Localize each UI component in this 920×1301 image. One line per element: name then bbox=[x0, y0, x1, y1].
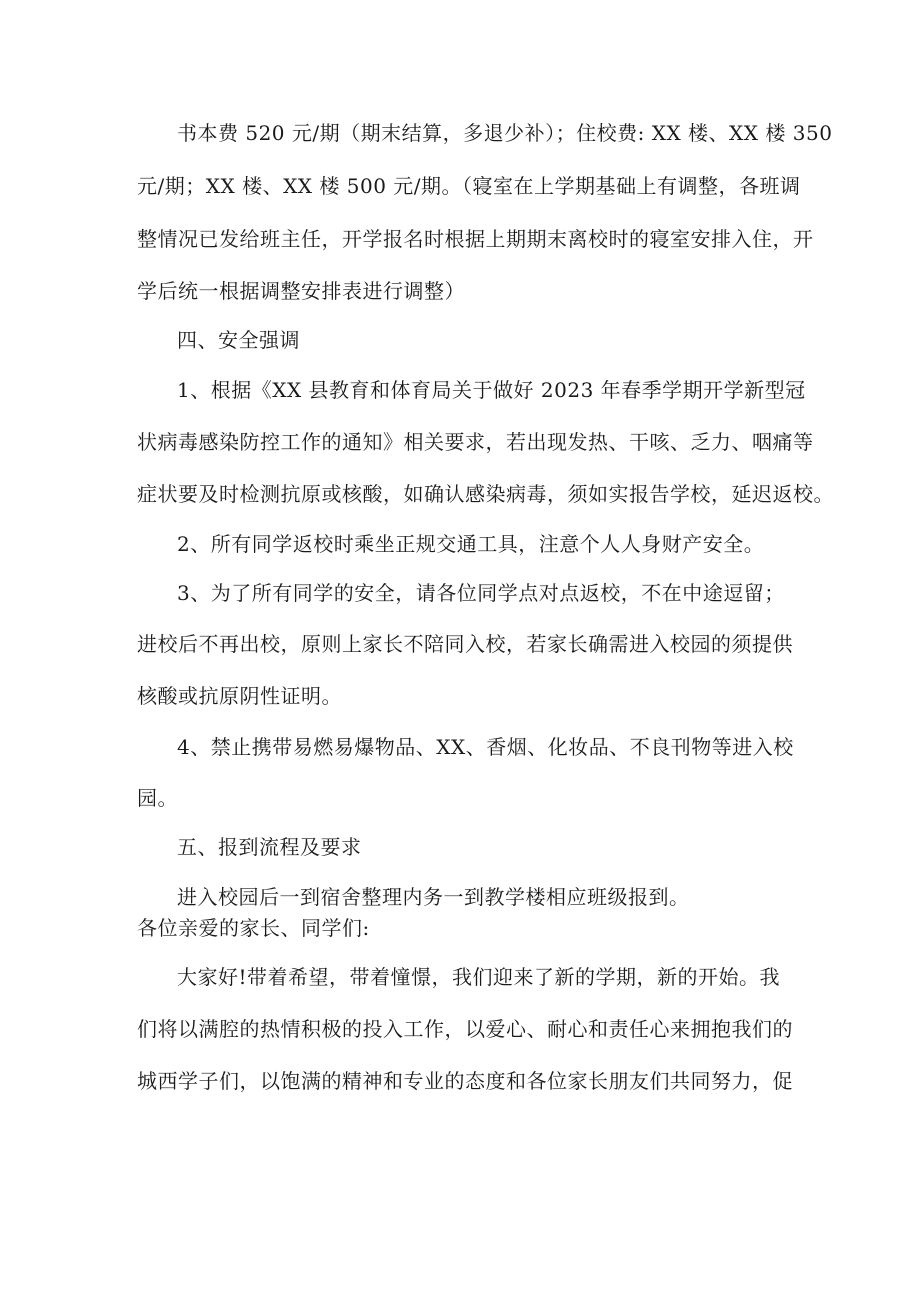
item-1-line-2: 状病毒感染防控工作的通知》相关要求，若出现发热、干咳、乏力、咽痛等 bbox=[137, 430, 814, 454]
item-4-line-1: 4、禁止携带易燃易爆物品、XX、香烟、化妆品、不良刊物等进入校 bbox=[177, 735, 794, 759]
section-5-heading: 五、报到流程及要求 bbox=[177, 835, 362, 859]
item-2-line-1: 2、所有同学返校时乘坐正规交通工具，注意个人人身财产安全。 bbox=[177, 532, 765, 556]
section-4-heading: 四、安全强调 bbox=[177, 328, 300, 352]
section-5-line-1: 进入校园后一到宿舍整理内务一到教学楼相应班级报到。 bbox=[177, 885, 690, 909]
item-3-line-1: 3、为了所有同学的安全，请各位同学点对点返校，不在中途逗留； bbox=[177, 581, 785, 605]
item-1-line-1: 1、根据《XX 县教育和体育局关于做好 2023 年春季学期开学新型冠 bbox=[177, 378, 806, 402]
fees-line-1: 书本费 520 元/期（期末结算，多退少补）；住校费: XX 楼、XX 楼 350 bbox=[177, 121, 833, 145]
letter-salutation: 各位亲爱的家长、同学们: bbox=[137, 916, 370, 940]
letter-line-3: 城西学子们，以饱满的精神和专业的态度和各位家长朋友们共同努力，促 bbox=[137, 1069, 793, 1093]
letter-line-2: 们将以满腔的热情积极的投入工作，以爱心、耐心和责任心来拥抱我们的 bbox=[137, 1017, 793, 1041]
letter-line-1: 大家好!带着希望，带着憧憬，我们迎来了新的学期，新的开始。我 bbox=[177, 965, 781, 989]
item-1-line-3: 症状要及时检测抗原或核酸，如确认感染病毒，须如实报告学校，延迟返校。 bbox=[137, 482, 834, 506]
fees-line-3: 整情况已发给班主任，开学报名时根据上期期末离校时的寝室安排入住，开 bbox=[137, 227, 814, 251]
fees-line-2: 元/期；XX 楼、XX 楼 500 元/期。（寝室在上学期基础上有调整，各班调 bbox=[137, 174, 801, 198]
item-3-line-2: 进校后不再出校，原则上家长不陪同入校，若家长确需进入校园的须提供 bbox=[137, 632, 793, 656]
item-3-line-3: 核酸或抗原阴性证明。 bbox=[137, 684, 342, 708]
fees-line-4: 学后统一根据调整安排表进行调整） bbox=[137, 279, 465, 303]
item-4-line-2: 园。 bbox=[137, 786, 178, 810]
